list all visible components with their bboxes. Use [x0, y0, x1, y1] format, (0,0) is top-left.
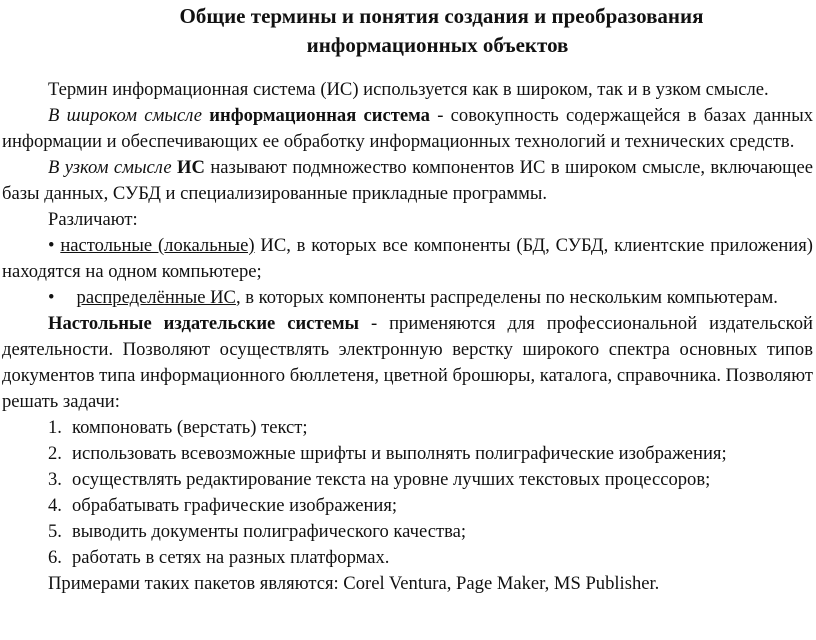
paragraph-distinguish: Различают: [48, 209, 138, 230]
list-item [2, 441, 813, 467]
broad-sense-lead: В широком смысле [48, 105, 203, 126]
list-item-number: 6. [48, 547, 62, 568]
broad-sense-definition: - совокупность содержащейся в базах данных информации и обеспечивающих ее обработку информационных технологий и технических средств. [2, 105, 813, 152]
local-systems-definition: ИС, в которых все компоненты (БД, СУБД, клиентские приложения) находятся на одном компьютере; [2, 235, 813, 282]
publishing-systems-definition: - применяются для профессиональной издательской деятельности. Позволяют осуществлять электронную верстку широкого спектра основных типов документов типа информационного бюллетеня, цветной брошюры, каталога, справочника. Позволяют решать задачи: [2, 313, 814, 412]
local-systems-term: настольные (локальные) [60, 235, 255, 256]
list-item [2, 545, 813, 571]
list-item-text: выводить документы полиграфического качества; [72, 521, 467, 542]
list-item-text: осуществлять редактирование текста на уровне лучших текстовых процессоров; [72, 469, 711, 490]
bullet-icon: • [48, 235, 55, 256]
list-item [2, 519, 813, 545]
paragraph-broad-sense [2, 103, 813, 155]
distributed-systems-term: распределённые ИС [76, 287, 236, 308]
list-item-number: 4. [48, 495, 62, 516]
title-line-1: Общие термины и понятия создания и преобразования [179, 4, 704, 28]
list-item-text: компоновать (верстать) текст; [72, 417, 308, 438]
tasks-list [2, 415, 813, 571]
list-item-text: использовать всевозможные шрифты и выполнять полиграфические изображения; [72, 443, 727, 464]
list-item [2, 467, 813, 493]
list-item-number: 5. [48, 521, 62, 542]
list-item-number: 1. [48, 417, 62, 438]
bullet-distributed-systems [2, 285, 813, 311]
list-item [2, 415, 813, 441]
list-item [2, 493, 813, 519]
list-item-number: 2. [48, 443, 62, 464]
bullet-icon: • [48, 287, 55, 308]
list-item-text: работать в сетях на разных платформах. [72, 547, 390, 568]
page-title [2, 0, 813, 60]
narrow-sense-lead: В узком смысле [48, 157, 172, 178]
distributed-systems-definition: , в которых компоненты распределены по нескольким компьютерам. [235, 287, 778, 308]
paragraph-narrow-sense [2, 155, 813, 207]
title-line-2: информационных объектов [306, 33, 569, 57]
list-item-number: 3. [48, 469, 62, 490]
narrow-sense-definition: называют подмножество компонентов ИС в широком смысле, включающее базы данных, СУБД и специализированные прикладные программы. [2, 157, 813, 204]
list-item-text: обрабатывать графические изображения; [72, 495, 398, 516]
paragraph-examples: Примерами таких пакетов являются: Corel Ventura, Page Maker, MS Publisher. [48, 573, 660, 594]
bullet-local-systems [2, 233, 813, 285]
paragraph-publishing-systems [2, 311, 813, 415]
publishing-systems-term: Настольные издательские системы [48, 313, 360, 334]
broad-sense-term: информационная система [209, 105, 430, 126]
narrow-sense-term: ИС [177, 157, 205, 178]
paragraph-intro: Термин информационная система (ИС) используется как в широком, так и в узком смысле. [48, 79, 769, 100]
